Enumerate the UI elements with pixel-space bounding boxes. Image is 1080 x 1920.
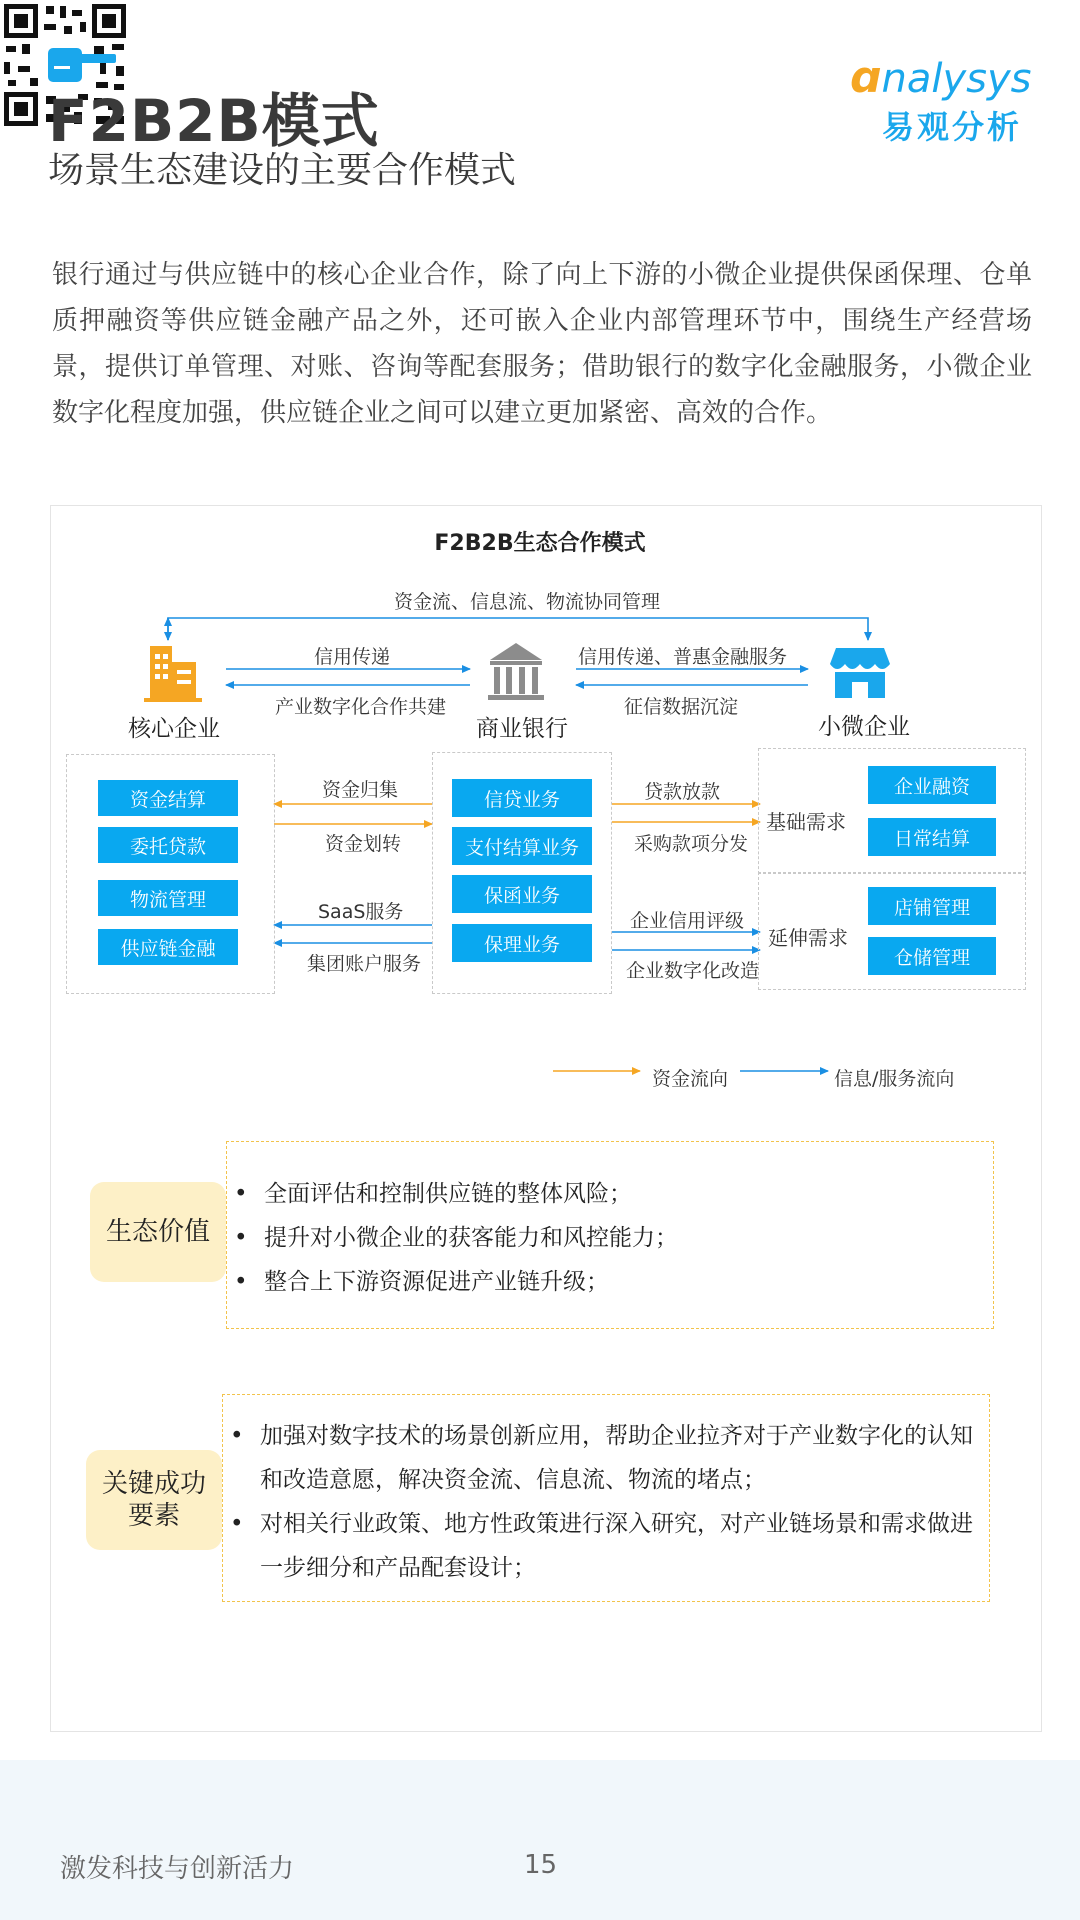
logo-cn-text: 易观分析	[882, 108, 1023, 146]
key-factors-list	[230, 1414, 986, 1590]
small-item-financing: 企业融资	[868, 766, 996, 804]
eco-value-list	[234, 1172, 974, 1304]
bank-item-guarantee: 保函业务	[452, 875, 592, 913]
legend-fund-label: 资金流向	[652, 1068, 729, 1090]
flow-saas: SaaS服务	[318, 901, 404, 923]
small-item-warehouse-mgmt: 仓储管理	[868, 937, 996, 975]
key-factors-tag	[86, 1450, 222, 1550]
core-item-entrusted-loan: 委托贷款	[98, 827, 238, 863]
core-bank-top-label: 信用传递	[314, 646, 391, 668]
bank-small-top-label: 信用传递、普惠金融服务	[578, 646, 788, 668]
top-flow-label: 资金流、信息流、物流协同管理	[394, 591, 661, 613]
bank-small-bottom-label: 征信数据沉淀	[624, 696, 739, 718]
footer-background	[0, 1760, 1080, 1920]
small-item-daily-settlement: 日常结算	[868, 818, 996, 856]
key-factor-item: • 加强对数字技术的场景创新应用，帮助企业拉齐对于产业数字化的认知和改造意愿，解决资金流、信息流、物流的堵点；	[230, 1414, 986, 1502]
core-item-fund-settlement: 资金结算	[98, 780, 238, 816]
bank-item-credit: 信贷业务	[452, 779, 592, 817]
small-item-store-mgmt: 店铺管理	[868, 887, 996, 925]
extended-needs-label: 延伸需求	[768, 926, 848, 950]
key-factor-item: • 对相关行业政策、地方性政策进行深入研究，对产业链场景和需求做进一步细分和产品配套设计；	[230, 1502, 986, 1590]
core-item-scf: 供应链金融	[98, 929, 238, 965]
bank-icon	[488, 643, 544, 700]
flow-fund-transfer: 资金划转	[325, 833, 402, 855]
eco-value-item: • 全面评估和控制供应链的整体风险；	[234, 1172, 974, 1216]
key-factors-label: 关键成功要素	[101, 1469, 206, 1531]
entity-small: 小微企业	[818, 714, 910, 740]
page-title: F2B2B模式	[48, 87, 380, 155]
logo-en-text: nalysys	[881, 56, 1032, 102]
eco-value-tag: 生态价值	[90, 1182, 226, 1282]
bank-item-payment: 支付结算业务	[452, 827, 592, 865]
core-bank-bottom-label: 产业数字化合作共建	[275, 696, 447, 718]
eco-value-item: • 提升对小微企业的获客能力和风控能力；	[234, 1216, 974, 1260]
top-flow-bracket	[168, 618, 868, 640]
page-subtitle: 场景生态建设的主要合作模式	[48, 150, 517, 191]
building-icon	[144, 646, 202, 702]
basic-needs-label: 基础需求	[766, 810, 846, 834]
diagram-title: F2B2B生态合作模式	[434, 531, 646, 556]
flow-group-account: 集团账户服务	[307, 953, 422, 975]
footer-slogan: 激发科技与创新活力	[60, 1854, 295, 1884]
flow-loan: 贷款放款	[644, 781, 721, 803]
analysys-logo: ɑnalysys	[850, 52, 1032, 103]
intro-paragraph: 银行通过与供应链中的核心企业合作，除了向上下游的小微企业提供保函保理、仓单质押融资等供应链金融产品之外，还可嵌入企业内部管理环节中，围绕生产经营场景，提供订单管理、对账、咨询等配套服务；借助银行的数字化金融服务，小微企业数字化程度加强，供应链企业之间可以建立更加紧密、高效的合作。	[52, 260, 1032, 428]
flow-fund-collect: 资金归集	[322, 779, 399, 801]
bank-item-factoring: 保理业务	[452, 924, 592, 962]
legend-info-label: 信息/服务流向	[834, 1068, 955, 1090]
page-number: 15	[524, 1850, 558, 1880]
entity-core: 核心企业	[128, 716, 220, 742]
eco-value-item: • 整合上下游资源促进产业链升级；	[234, 1260, 974, 1304]
shop-icon	[830, 648, 890, 698]
core-item-logistics: 物流管理	[98, 880, 238, 916]
flow-credit-rating: 企业信用评级	[630, 910, 745, 932]
entity-bank: 商业银行	[476, 716, 568, 742]
flow-purchase: 采购款项分发	[634, 833, 749, 855]
flow-digital-transform: 企业数字化改造	[626, 960, 760, 982]
